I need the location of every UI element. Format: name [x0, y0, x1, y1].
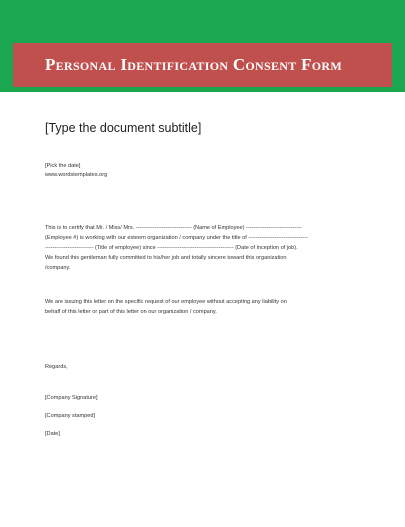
company-signature-field[interactable]: [Company Signature]	[45, 395, 98, 401]
body-paragraph-1	[45, 223, 357, 273]
para1-line-1: This is to certify that Mr. / Miss/ Mrs. ------------------------------ (Name of Employee) ------------------------------	[45, 225, 302, 231]
company-stamp-field[interactable]: [Company stamped]	[45, 413, 96, 419]
date-block	[45, 162, 357, 180]
document-subtitle[interactable]: [Type the document subtitle]	[45, 121, 202, 135]
body-paragraph-2	[45, 297, 357, 317]
para1-line-5: /company.	[45, 265, 71, 271]
para2-line-2: behalf of this letter or part of this letter on our organization / company.	[45, 309, 217, 315]
document-title[interactable]: Personal Identification Consent Form	[45, 55, 343, 74]
para1-line-4: We found this gentleman fully committed to his/her job and totally sincere toward this organization	[45, 255, 287, 261]
title-bar	[13, 43, 392, 87]
para1-line-2: (Employee #) is working with our esteem organization / company under the title of --------------------------------	[45, 235, 308, 241]
website-text: www.wordstemplates.org	[45, 172, 108, 178]
para2-line-1: We are issuing this letter on the specific request of our employee without accepting any liability on	[45, 299, 287, 305]
para1-line-3: -------------------------- (Title of employee) since ----------------------------------------- (Date of inception of job).	[45, 245, 298, 251]
date-field[interactable]: [Date]	[45, 431, 60, 437]
date-placeholder[interactable]: [Pick the date]	[45, 163, 81, 169]
regards-text: Regards,	[45, 364, 68, 370]
